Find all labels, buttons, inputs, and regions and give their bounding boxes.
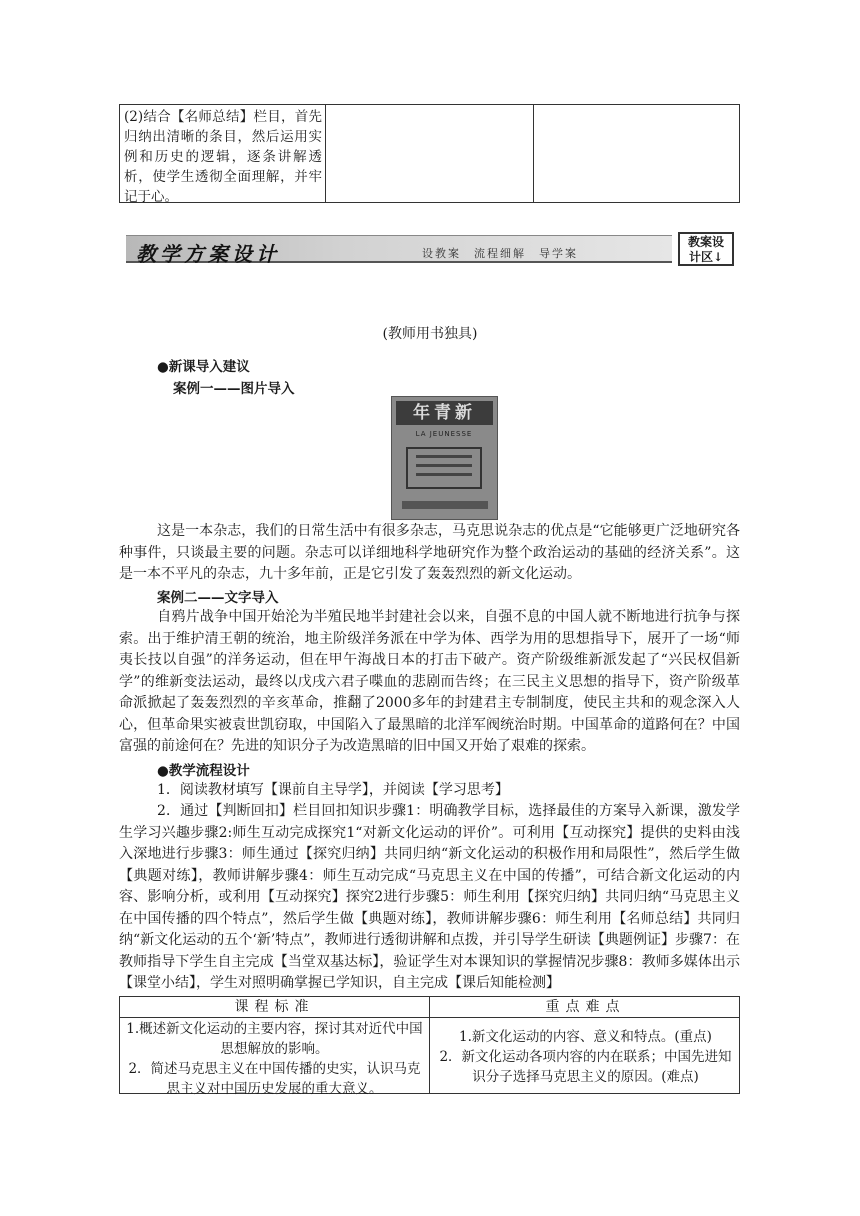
magazine-title: 年青新	[396, 401, 493, 425]
case1-paragraph	[119, 521, 740, 586]
magazine-cover-image	[391, 396, 498, 520]
table-header-standards: 课程标准	[234, 999, 315, 1015]
magazine-line	[416, 455, 472, 458]
case2-title: 案例二——文字导入	[157, 590, 279, 606]
magazine-frame	[406, 447, 482, 489]
top-table-cell-2	[326, 105, 534, 202]
key-point-item-1: 1.新文化运动的内容、意义和特点。(重点)	[459, 1029, 712, 1045]
standards-cell	[124, 1019, 425, 1099]
case1-text: 这是一本杂志，我们的日常生活中有很多杂志，马克思说杂志的优点是“它能够更广泛地研究各种事件，只谈最主要的问题。杂志可以详细地科学地研究作为整个政治运动的基础的经济关系”。这是一本不平凡的杂志，九十多年前，正是它引发了轰轰烈烈的新文化运动。	[119, 523, 740, 582]
key-point-item-2: 2．新文化运动各项内容的内在联系；中国先进知识分子选择马克思主义的原因。(难点)	[439, 1049, 732, 1085]
magazine-subtitle: LA JEUNESSE	[415, 430, 473, 438]
step1-paragraph	[119, 780, 740, 802]
step1-text: 1．阅读教材填写【课前自主导学】，并阅读【学习思考】	[157, 782, 509, 798]
standards-table	[119, 996, 740, 1097]
top-table-cell-1	[120, 105, 326, 205]
case2-text: 自鸦片战争中国开始沦为半殖民地半封建社会以来，自强不息的中国人就不断地进行抗争与探索。出于维护清王朝的统治，地主阶级洋务派在中学为体、西学为用的思想指导下，展开了一场“师夷长技以自强”的洋务运动，但在甲午海战日本的打击下破产。资产阶级维新派发起了“兴民权倡新学”的维新变法运动，最终以戊戌六君子喋血的悲剧而告终；在三民主义思想的指导下，资产阶级革命派掀起了轰轰烈烈的辛亥革命，推翻了2000多年的封建君主专制制度，使民主共和的观念深入人心，但革命果实被袁世凯窃取，中国陷入了最黑暗的北洋军阀统治时期。中国革命的道路何在？中国富强的前途何在？先进的知识分子为改造黑暗的旧中国又开始了艰难的探索。	[119, 609, 740, 754]
magazine-line	[416, 464, 472, 467]
banner-band	[126, 235, 672, 266]
banner-side-box	[678, 232, 734, 266]
top-table-cell-text: (2)结合【名师总结】栏目，首先归纳出清晰的条目，然后运用实例和历史的逻辑，逐条讲解透析，使学生透彻全面理解，并牢记于心。	[124, 109, 322, 205]
teacher-note: (教师用书独具)	[382, 326, 478, 342]
standards-item-1: 1.概述新文化运动的主要内容，探讨其对近代中国思想解放的影响。	[126, 1021, 423, 1057]
magazine-footer	[402, 501, 488, 509]
magazine-line	[416, 473, 472, 476]
section2-heading: ●教学流程设计	[157, 763, 250, 779]
step2-paragraph	[119, 801, 740, 995]
key-points-cell	[434, 1027, 737, 1087]
standards-item-2: 2．简述马克思主义在中国传播的史实，认识马克思主义对中国历史发展的重大意义。	[128, 1061, 421, 1097]
case1-title: 案例一——图片导入	[173, 381, 295, 397]
banner-side-box-line1: 教案设	[687, 235, 724, 249]
section-banner	[126, 232, 740, 266]
banner-subtitle: 设教案 流程细解 导学案	[422, 247, 578, 260]
top-table	[119, 104, 740, 203]
banner-title: 教学方案设计	[136, 242, 280, 266]
table-header-key-points: 重点难点	[545, 999, 626, 1015]
section1-heading: ●新课导入建议	[157, 359, 250, 375]
step2-text: 2．通过【判断回扣】栏目回扣知识步骤1：明确教学目标，选择最佳的方案导入新课，激发学生学习兴趣步骤2:师生互动完成探究1“对新文化运动的评价”。可利用【互动探究】提供的史料由浅入深地进行步骤3：师生通过【探究归纳】共同归纳“新文化运动的积极作用和局限性”，然后学生做【典题对练】，教师讲解步骤4：师生互动完成“马克思主义在中国的传播”，可结合新文化运动的内容、影响分析，或利用【互动探究】探究2进行步骤5：师生利用【探究归纳】共同归纳“马克思主义在中国传播的四个特点”，然后学生做【典题对练】，教师讲解步骤6：师生利用【名师总结】共同归纳“新文化运动的五个‘新’特点”，教师进行透彻讲解和点拨，并引导学生研读【典题例证】步骤7：在教师指导下学生自主完成【当堂双基达标】，验证学生对本课知识的掌握情况步骤8：教师多媒体出示【课堂小结】，学生对照明确掌握已学知识，自主完成【课后知能检测】	[119, 803, 740, 991]
banner-side-box-line2: 计区↓	[688, 250, 724, 264]
case2-paragraph	[119, 607, 740, 758]
